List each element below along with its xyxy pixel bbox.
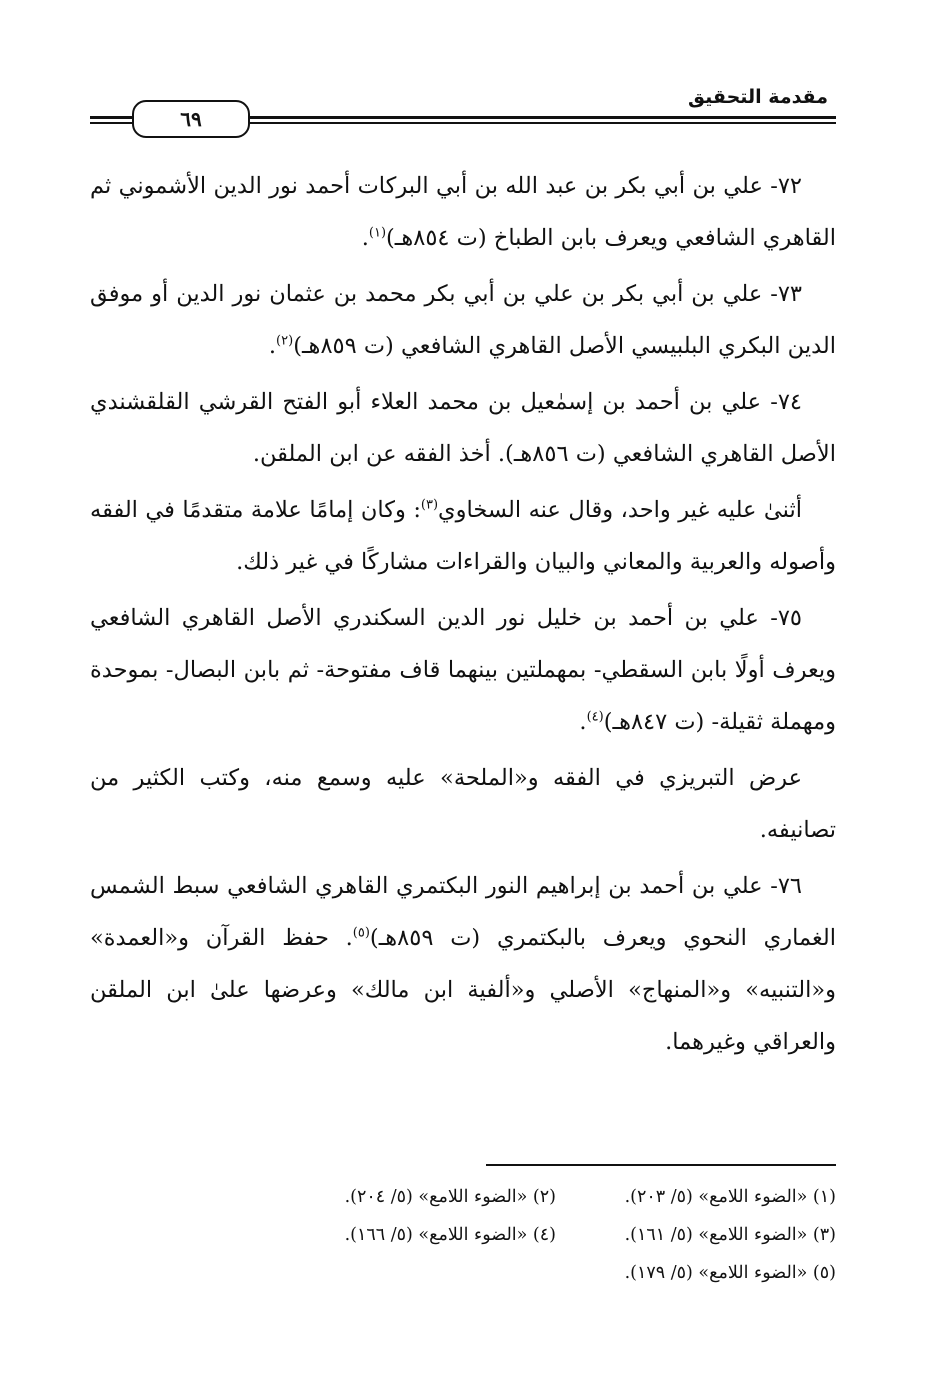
- footnote-row: [190, 1254, 836, 1292]
- page-header: [90, 82, 836, 132]
- entry-72: [90, 160, 836, 264]
- paragraph-praise: [90, 484, 836, 588]
- running-title: مقدمة التحقيق: [684, 86, 834, 108]
- entry-75-end: .: [579, 709, 587, 735]
- praise-text-a: أثنىٰ عليه غير واحد، وقال عنه السخاوي: [438, 497, 802, 523]
- footnotes: [190, 1178, 836, 1292]
- footnote-1: (١) «الضوء اللامع» (٥/ ٢٠٣).: [624, 1187, 836, 1207]
- entry-72-text: ٧٢- علي بن أبي بكر بن عبد الله بن أبي البركات أحمد نور الدين الأشموني ثم القاهري الشافعي ويعرف بابن الطباخ (ت ٨٥٤هـ): [90, 173, 836, 251]
- footnote-ref-3: (٣): [420, 497, 439, 513]
- footnote-row: [190, 1178, 836, 1216]
- footnote-2: (٢) «الضوء اللامع» (٥/ ٢٠٤).: [344, 1187, 556, 1207]
- footnote-separator: [486, 1164, 836, 1166]
- praise-text-b: : وكان إمامًا علامة متقدمًا في الفقه وأصوله والعربية والمعاني والبيان والقراءات مشاركًا في غير ذلك.: [90, 497, 836, 575]
- footnote-ref-1: (١): [368, 225, 387, 241]
- entry-76-text-b: . حفظ القرآن و«العمدة» و«التنبيه» و«المنهاج» الأصلي و«ألفية ابن مالك» وعرضها علىٰ ابن الملقن والعراقي وغيرهما.: [90, 925, 836, 1055]
- entry-73: [90, 268, 836, 372]
- footnote-4: (٤) «الضوء اللامع» (٥/ ١٦٦).: [344, 1225, 556, 1245]
- entry-75-text: ٧٥- علي بن أحمد بن خليل نور الدين السكندري الأصل القاهري الشافعي ويعرف أولًا بابن السقطي- بمهملتين بينهما قاف مفتوحة- ثم بابن البصال- بموحدة ومهملة ثقيلة- (ت ٨٤٧هـ): [90, 605, 836, 735]
- entry-74: ٧٤- علي بن أحمد بن إسمٰعيل بن محمد العلاء أبو الفتح القرشي القلقشندي الأصل القاهري الشافعي (ت ٨٥٦هـ). أخذ الفقه عن ابن الملقن.: [90, 389, 836, 467]
- entry-75: [90, 592, 836, 748]
- footnote-3: (٣) «الضوء اللامع» (٥/ ١٦١).: [624, 1225, 836, 1245]
- entry-73-text: ٧٣- علي بن أبي بكر بن علي بن أبي بكر محمد بن عثمان نور الدين أو موفق الدين البكري البلبيسي الأصل القاهري الشافعي (ت ٨٥٩هـ): [90, 281, 836, 359]
- entry-73-end: .: [268, 333, 277, 359]
- footnote-ref-4: (٤): [586, 709, 604, 725]
- footnote-ref-2: (٢): [276, 333, 294, 349]
- footnote-ref-5: (٥): [352, 925, 370, 941]
- entry-76: [90, 860, 836, 1068]
- page-number: ٦٩: [132, 100, 250, 138]
- footnote-5: (٥) «الضوء اللامع» (٥/ ١٧٩).: [624, 1263, 836, 1283]
- paragraph-tabrizi: عرض التبريزي في الفقه و«الملحة» عليه وسمع منه، وكتب الكثير من تصانيفه.: [90, 765, 836, 843]
- footnote-row: [190, 1216, 836, 1254]
- main-text: [90, 160, 836, 1068]
- entry-76-text-a: ٧٦- علي بن أحمد بن إبراهيم النور البكتمري القاهري الشافعي سبط الشمس الغماري النحوي ويعرف بالبكتمري (ت ٨٥٩هـ): [90, 873, 836, 951]
- entry-72-end: .: [361, 225, 369, 251]
